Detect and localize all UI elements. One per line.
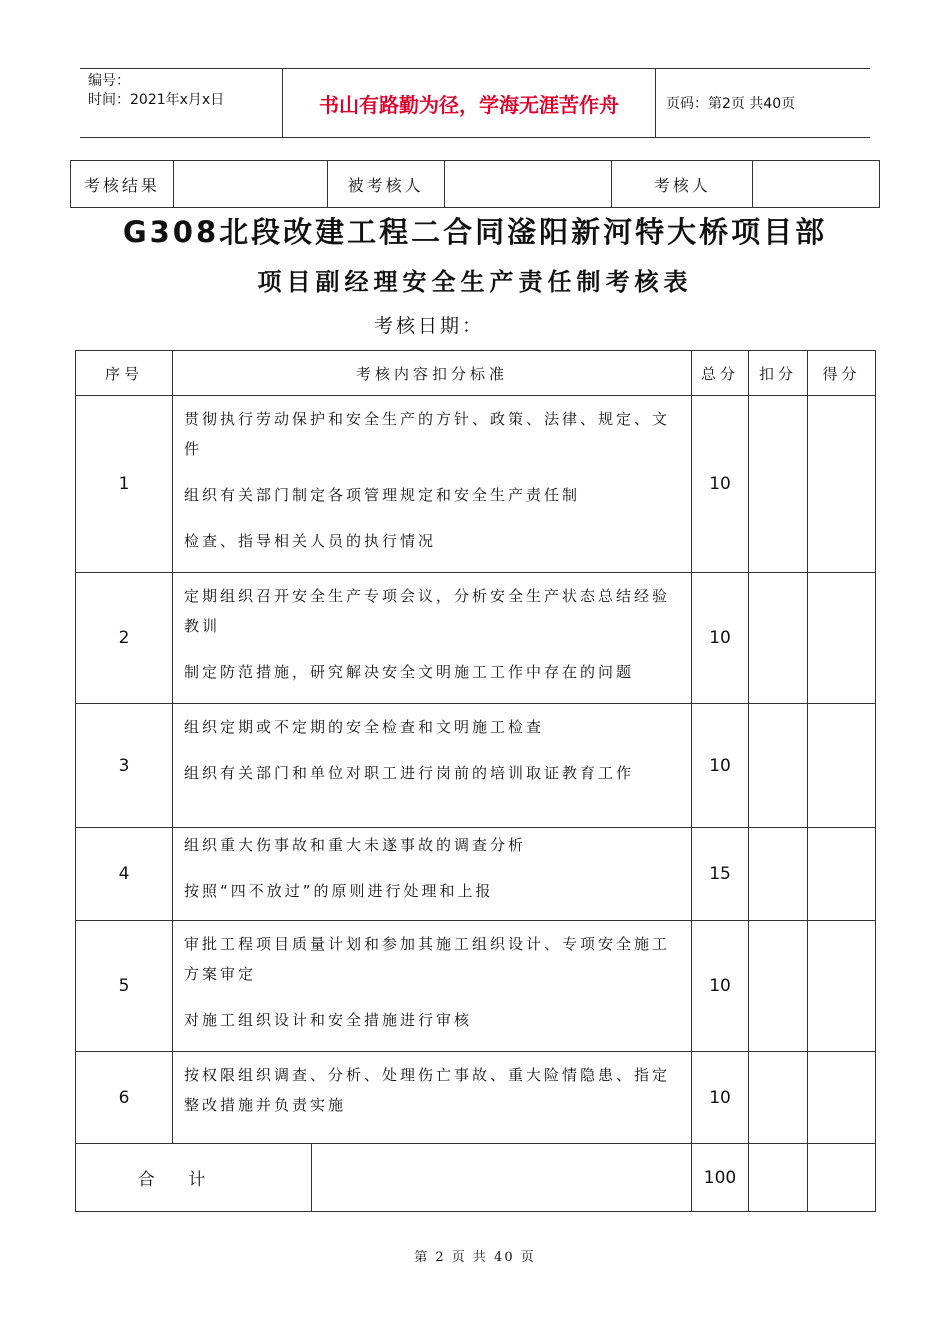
- content-line: 制定防范措施，研究解决安全文明施工工作中存在的问题: [184, 663, 635, 681]
- sum-content-cell[interactable]: [312, 1144, 692, 1212]
- header-score: 得分: [808, 351, 876, 396]
- row-total: 10: [692, 921, 749, 1052]
- row-score-cell[interactable]: [808, 1052, 876, 1144]
- result-label: 考核结果: [71, 161, 174, 208]
- content-line: 组织重大伤事故和重大未遂事故的调查分析: [184, 836, 527, 854]
- content-line: 定期组织召开安全生产专项会议，分析安全生产状态总结经验教训: [184, 587, 671, 635]
- header-total: 总分: [692, 351, 749, 396]
- row-score-cell[interactable]: [808, 573, 876, 704]
- header-meta: [80, 69, 282, 140]
- row-total: 15: [692, 828, 749, 921]
- content-line: 组织有关部门和单位对职工进行岗前的培训取证教育工作: [184, 764, 635, 782]
- row-deduct-cell[interactable]: [749, 828, 808, 921]
- sum-total: 100: [692, 1144, 749, 1212]
- document-title: G308北段改建工程二合同滏阳新河特大桥项目部: [122, 215, 828, 249]
- row-seq: 2: [76, 573, 173, 704]
- row-total: 10: [692, 1052, 749, 1144]
- content-line: 检查、指导相关人员的执行情况: [184, 532, 437, 550]
- assessor-label: 考核人: [612, 161, 753, 208]
- result-table: [70, 160, 880, 208]
- time-label: 时间：2021年x月x日: [88, 92, 225, 108]
- content-line: 贯彻执行劳动保护和安全生产的方针、政策、法律、规定、文件: [184, 410, 671, 458]
- row-deduct-cell[interactable]: [749, 396, 808, 573]
- row-total: 10: [692, 396, 749, 573]
- header-seq: 序号: [76, 351, 173, 396]
- row-seq: 5: [76, 921, 173, 1052]
- motto: 书山有路勤为径，学海无涯苦作舟: [282, 69, 656, 137]
- result-value-cell[interactable]: [173, 161, 327, 208]
- row-content: [173, 573, 692, 704]
- table-row: [76, 921, 876, 1052]
- row-seq: 1: [76, 396, 173, 573]
- assessee-value-cell[interactable]: [444, 161, 612, 208]
- table-row: [76, 1052, 876, 1144]
- table-header-row: [76, 351, 876, 396]
- row-seq: 4: [76, 828, 173, 921]
- row-deduct-cell[interactable]: [749, 573, 808, 704]
- page-info: 页码：第2页 共40页: [666, 96, 796, 112]
- row-deduct-cell[interactable]: [749, 704, 808, 828]
- row-deduct-cell[interactable]: [749, 1052, 808, 1144]
- row-score-cell[interactable]: [808, 396, 876, 573]
- assessment-table: [75, 350, 876, 1212]
- document-subtitle: 项目副经理安全生产责任制考核表: [257, 268, 693, 296]
- sum-deduct-cell[interactable]: [749, 1144, 808, 1212]
- row-score-cell[interactable]: [808, 828, 876, 921]
- content-line: 按照“四不放过”的原则进行处理和上报: [184, 882, 494, 900]
- assessor-value-cell[interactable]: [753, 161, 880, 208]
- row-content: [173, 1052, 692, 1144]
- row-score-cell[interactable]: [808, 704, 876, 828]
- row-total: 10: [692, 573, 749, 704]
- row-seq: 6: [76, 1052, 173, 1144]
- table-row: [76, 704, 876, 828]
- content-line: 组织有关部门制定各项管理规定和安全生产责任制: [184, 486, 581, 504]
- row-seq: 3: [76, 704, 173, 828]
- content-line: 按权限组织调查、分析、处理伤亡事故、重大险情隐患、指定整改措施并负责实施: [184, 1066, 671, 1114]
- row-content: [173, 396, 692, 573]
- sum-score-cell[interactable]: [808, 1144, 876, 1212]
- header-content: 考核内容扣分标准: [173, 351, 692, 396]
- header-deduct: 扣分: [749, 351, 808, 396]
- page-footer: 第 2 页 共 40 页: [414, 1250, 536, 1265]
- assessee-label: 被考核人: [327, 161, 444, 208]
- table-row: [76, 573, 876, 704]
- row-total: 10: [692, 704, 749, 828]
- content-line: 组织定期或不定期的安全检查和文明施工检查: [184, 718, 545, 736]
- row-content: [173, 704, 692, 828]
- sum-label: 合 计: [76, 1144, 312, 1212]
- code-label: 编号：: [88, 73, 130, 89]
- row-deduct-cell[interactable]: [749, 921, 808, 1052]
- table-row: [76, 396, 876, 573]
- assessment-date-label: 考核日期：: [374, 315, 485, 337]
- content-line: 审批工程项目质量计划和参加其施工组织设计、专项安全施工方案审定: [184, 935, 671, 983]
- row-content: [173, 921, 692, 1052]
- content-line: 对施工组织设计和安全措施进行审核: [184, 1011, 473, 1029]
- row-score-cell[interactable]: [808, 921, 876, 1052]
- page-header: [80, 68, 870, 138]
- table-total-row: [76, 1144, 876, 1212]
- table-row: [76, 828, 876, 921]
- row-content: [173, 828, 692, 921]
